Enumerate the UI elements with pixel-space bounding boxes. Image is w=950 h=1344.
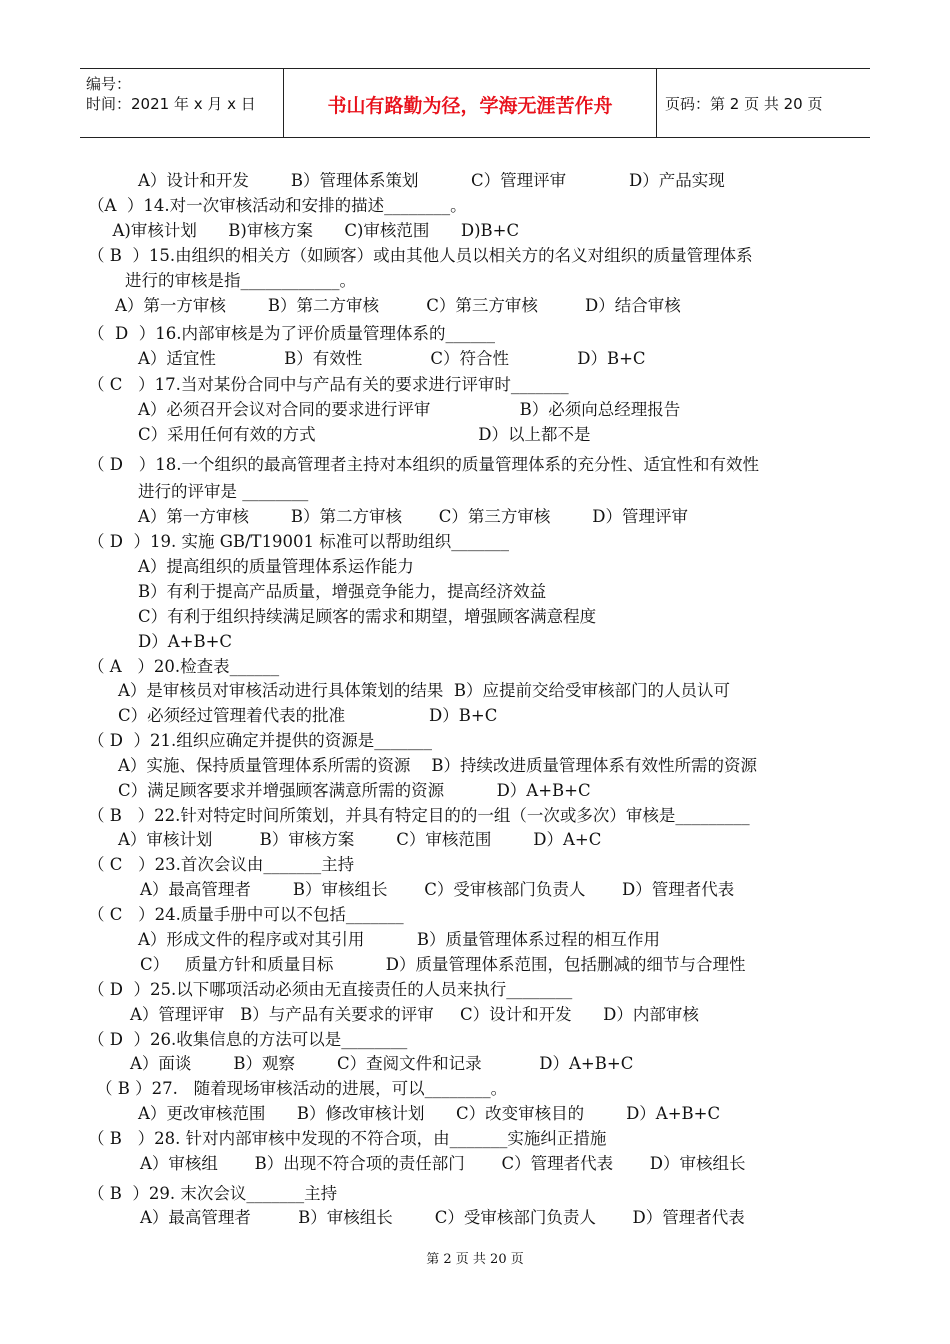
option-line: A）实施、保持质量管理体系所需的资源 B）持续改进质量管理体系有效性所需的资源	[118, 756, 758, 775]
question-line: （ D ）21.组织应确定并提供的资源是_______	[88, 731, 432, 750]
option-line: A）提高组织的质量管理体系运作能力	[138, 557, 414, 576]
question-line: （ B ）22.针对特定时间所策划，并具有特定目的的一组（一次或多次）审核是_________	[88, 806, 750, 825]
option-line: A）管理评审 B）与产品有关要求的评审 C）设计和开发 D）内部审核	[130, 1005, 699, 1024]
question-line: （ D ）16.内部审核是为了评价质量管理体系的______	[88, 324, 495, 343]
option-line: A）更改审核范围 B）修改审核计划 C）改变审核目的 D）A+B+C	[138, 1104, 721, 1123]
question-line: （A ）14.对一次审核活动和安排的描述________。	[88, 196, 467, 215]
number-label: 编号：	[86, 75, 132, 93]
question-line: （ A ）20.检查表______	[88, 657, 280, 676]
option-line: A）形成文件的程序或对其引用 B）质量管理体系过程的相互作用	[138, 930, 660, 949]
option-line: A）最高管理者 B）审核组长 C）受审核部门负责人 D）管理者代表	[140, 1208, 745, 1227]
question-line: （ D ）25.以下哪项活动必须由无直接责任的人员来执行________	[88, 980, 573, 999]
question-line: （ B ）28. 针对内部审核中发现的不符合项，由_______实施纠正措施	[88, 1129, 607, 1148]
header-left-cell	[80, 69, 284, 137]
option-line: A）审核计划 B）审核方案 C）审核范围 D）A+C	[118, 830, 602, 849]
question-line: （ B ）15.由组织的相关方（如顾客）或由其他人员以相关方的名义对组织的质量管理体系	[88, 246, 753, 265]
header-motto-cell	[284, 69, 657, 137]
question-line: 进行的审核是指____________。	[125, 271, 356, 290]
motto-text: 书山有路勤为径，学海无涯苦作舟	[327, 95, 613, 117]
option-line: A）设计和开发 B）管理体系策划 C）管理评审 D）产品实现	[138, 171, 725, 190]
header-page-cell	[657, 69, 870, 137]
page-footer: 第 2 页 共 20 页	[426, 1252, 524, 1267]
option-line: A）审核组 B）出现不符合项的责任部门 C）管理者代表 D）审核组长	[140, 1154, 746, 1173]
question-line: （ C ）17.当对某份合同中与产品有关的要求进行评审时_______	[88, 375, 569, 394]
option-line: A）最高管理者 B）审核组长 C）受审核部门负责人 D）管理者代表	[140, 880, 735, 899]
option-line: A)审核计划 B)审核方案 C)审核范围 D)B+C	[102, 221, 520, 240]
option-line: B）有利于提高产品质量，增强竞争能力，提高经济效益	[138, 582, 547, 601]
option-line: C）必须经过管理着代表的批准 D）B+C	[118, 706, 498, 725]
page-number-label: 页码：第 2 页 共 20 页	[665, 95, 823, 113]
question-line: （ C ）24.质量手册中可以不包括_______	[88, 905, 404, 924]
question-line: （ D ）18.一个组织的最高管理者主持对本组织的质量管理体系的充分性、适宜性和有效性	[88, 455, 759, 474]
question-line: （ C ）23.首次会议由_______主持	[88, 855, 355, 874]
option-line: A）面谈 B）观察 C）查阅文件和记录 D）A+B+C	[130, 1054, 634, 1073]
question-line: （ B ）27. 随着现场审核活动的进展，可以________。	[96, 1079, 508, 1098]
time-label: 时间：2021 年 x 月 x 日	[86, 95, 256, 113]
option-line: A）适宜性 B）有效性 C）符合性 D）B+C	[138, 349, 646, 368]
question-line: （ D ）26.收集信息的方法可以是________	[88, 1030, 408, 1049]
option-line: D）A+B+C	[138, 632, 233, 651]
option-line: A）必须召开会议对合同的要求进行评审 B）必须向总经理报告	[138, 400, 681, 419]
page-header	[80, 68, 870, 138]
question-line: （ B ）29. 末次会议_______主持	[88, 1184, 338, 1203]
option-line: C） 质量方针和质量目标 D）质量管理体系范围，包括删减的细节与合理性	[140, 955, 746, 974]
option-line: A）第一方审核 B）第二方审核 C）第三方审核 D）结合审核	[115, 296, 681, 315]
option-line: A）是审核员对审核活动进行具体策划的结果 B）应提前交给受审核部门的人员认可	[118, 681, 731, 700]
option-line: C）有利于组织持续满足顾客的需求和期望，增强顾客满意程度	[138, 607, 597, 626]
option-line: A）第一方审核 B）第二方审核 C）第三方审核 D）管理评审	[138, 507, 689, 526]
question-line: （ D ）19. 实施 GB/T19001 标准可以帮助组织_______	[88, 532, 510, 551]
option-line: C）采用任何有效的方式 D）以上都不是	[138, 425, 591, 444]
question-line: 进行的评审是 ________	[138, 482, 309, 501]
option-line: C）满足顾客要求并增强顾客满意所需的资源 D）A+B+C	[118, 781, 591, 800]
